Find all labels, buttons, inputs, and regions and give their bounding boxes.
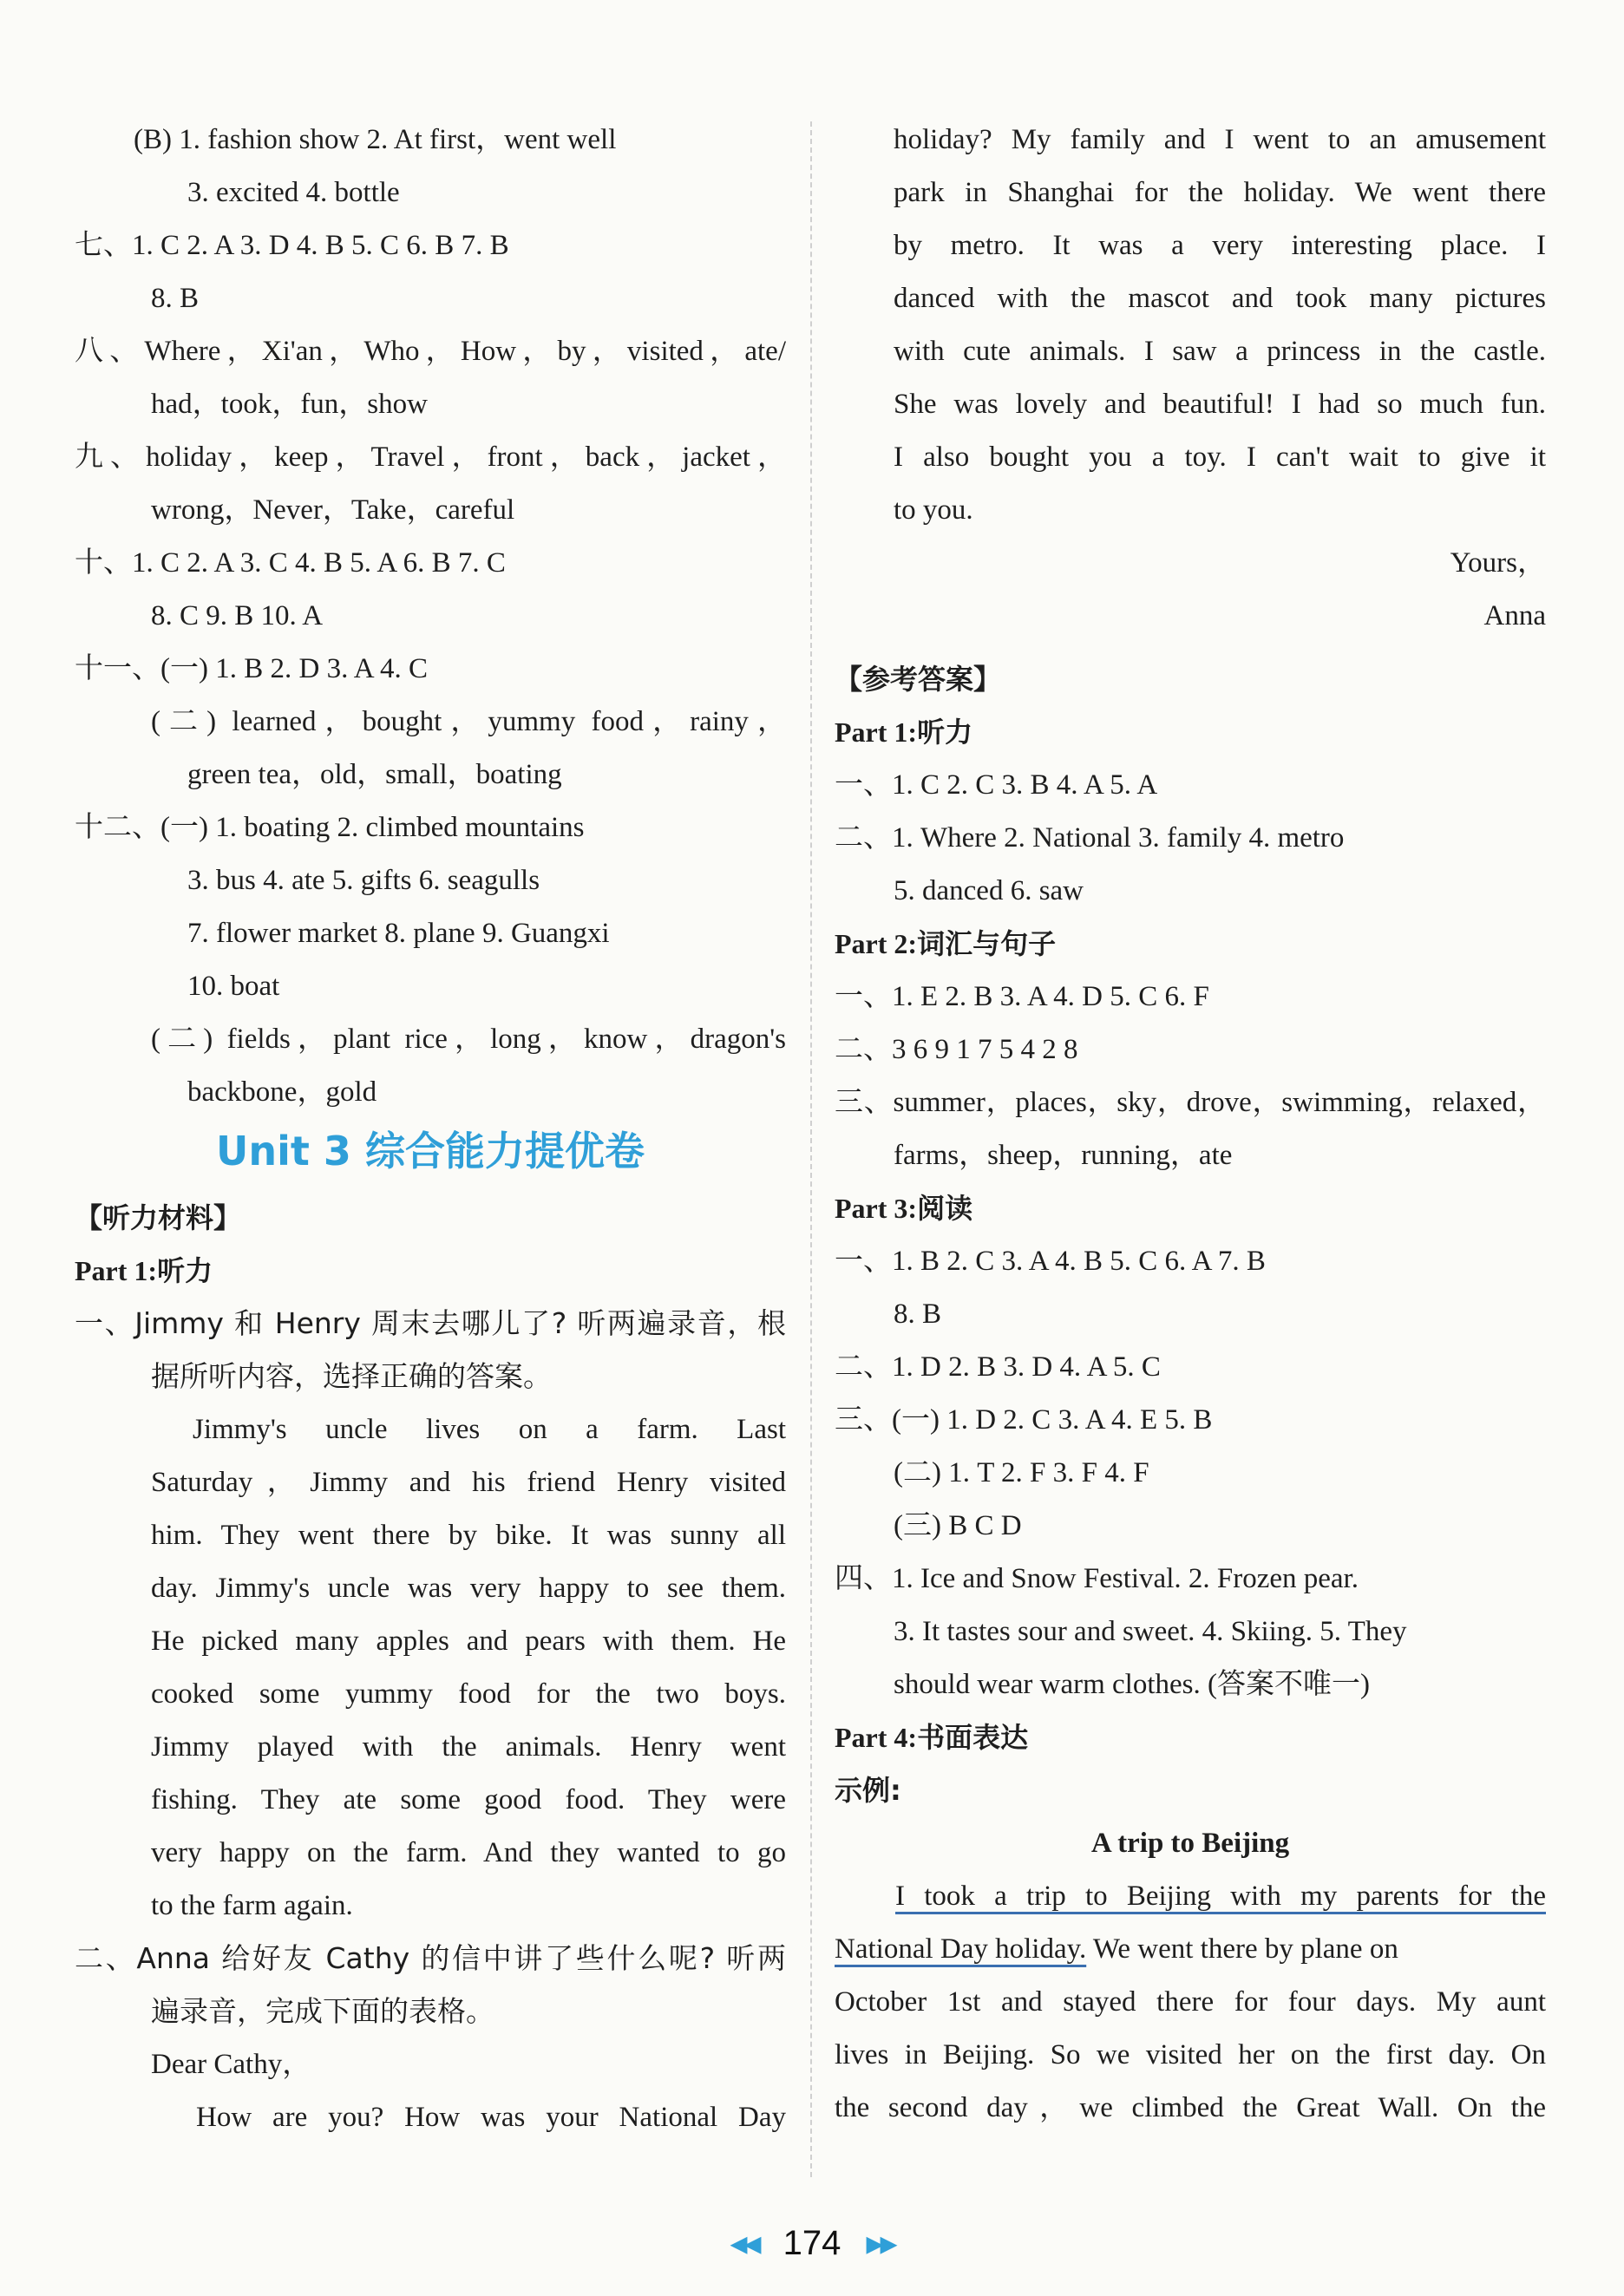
essay-line: October 1st and stayed there for four days. My aunt xyxy=(835,1986,1546,2018)
passage-line: cooked some yummy food for the two boys. xyxy=(151,1678,786,1710)
passage-line: Jimmy played with the animals. Henry went xyxy=(151,1731,786,1763)
essay-underlined-text: I took a trip to Beijing with my parents for the xyxy=(895,1881,1546,1912)
answer-line: 十一、(一) 1. B 2. D 3. A 4. C xyxy=(75,653,429,684)
passage-line: Jimmy's uncle lives on a farm. Last xyxy=(193,1414,786,1445)
answer-line: backbone，gold xyxy=(187,1076,377,1108)
passage-line: him. They went there by bike. It was sunny all xyxy=(151,1520,786,1551)
letter-line: I also bought you a toy. I can't wait to give it xyxy=(894,442,1546,473)
answer-line: 十二、(一) 1. boating 2. climbed mountains xyxy=(75,812,585,843)
essay-title: A trip to Beijing xyxy=(1090,1828,1290,1859)
answer-line: 5. danced 6. saw xyxy=(894,875,1084,906)
answer-line: farms，sheep，running，ate xyxy=(894,1140,1233,1171)
letter-line: with cute animals. I saw a princess in the castle. xyxy=(894,336,1546,367)
answer-line: 二、1. Where 2. National 3. family 4. metro xyxy=(835,822,1345,854)
answers-header: 【参考答案】 xyxy=(835,663,1002,696)
answer-line: green tea，old，small，boating xyxy=(187,759,562,790)
letter-closing: Yours， xyxy=(1450,547,1546,579)
passage-line: He picked many apples and pears with them. He xyxy=(151,1626,786,1657)
answer-line: (二) 1. T 2. F 3. F 4. F xyxy=(894,1457,1149,1488)
answer-line: 九、holiday，keep，Travel，front，back，jacket， xyxy=(75,442,786,473)
question-prompt: 一、Jimmy 和 Henry 周末去哪儿了? 听两遍录音，根 xyxy=(75,1306,786,1340)
letter-line: danced with the mascot and took many pictures xyxy=(894,283,1546,314)
next-arrows-icon: ▶▶ xyxy=(866,2230,894,2257)
column-divider xyxy=(810,121,812,2177)
letter-line: She was lovely and beautiful! I had so much fun. xyxy=(894,389,1546,420)
passage-line: day. Jimmy's uncle was very happy to see them. xyxy=(151,1573,786,1604)
answer-line: (三) B C D xyxy=(894,1510,1022,1541)
answer-line: 一、1. E 2. B 3. A 4. D 5. C 6. F xyxy=(835,981,1209,1012)
part-label: Part 1:听力 xyxy=(75,1255,213,1286)
answer-line: 二、1. D 2. B 3. D 4. A 5. C xyxy=(835,1351,1161,1383)
answer-line: 七、1. C 2. A 3. D 4. B 5. C 6. B 7. B xyxy=(75,230,509,261)
answer-line: (B) 1. fashion show 2. At first，went well xyxy=(134,124,617,155)
answer-line: wrong，Never，Take，careful xyxy=(151,494,515,526)
answer-line: 3. It tastes sour and sweet. 4. Skiing. 5. They xyxy=(894,1616,1407,1647)
letter-line: holiday? My family and I went to an amusement xyxy=(894,124,1546,155)
answer-line: 7. flower market 8. plane 9. Guangxi xyxy=(187,918,610,949)
essay-line: lives in Beijing. So we visited her on the first day. On xyxy=(835,2039,1546,2070)
letter-line: How are you? How was your National Day xyxy=(196,2102,786,2133)
answer-line: 二、3 6 9 1 7 5 4 2 8 xyxy=(835,1034,1078,1065)
answer-line: 10. boat xyxy=(187,971,280,1002)
question-prompt: 二、Anna 给好友 Cathy 的信中讲了些什么呢? 听两 xyxy=(75,1941,786,1975)
passage-line: Saturday，Jimmy and his friend Henry visited xyxy=(151,1467,786,1498)
listening-header: 【听力材料】 xyxy=(75,1201,242,1234)
essay-line xyxy=(895,1869,1546,1923)
answer-line: 四、1. Ice and Snow Festival. 2. Frozen pear. xyxy=(835,1563,1359,1594)
letter-signature: Anna xyxy=(1483,600,1546,631)
passage-line: to the farm again. xyxy=(151,1890,353,1921)
answer-line: 8. B xyxy=(894,1298,942,1330)
question-prompt: 据所听内容，选择正确的答案。 xyxy=(151,1359,552,1393)
letter-salutation: Dear Cathy， xyxy=(151,2049,311,2080)
essay-line xyxy=(835,1922,1546,1976)
answer-line: 三、(一) 1. D 2. C 3. A 4. E 5. B xyxy=(835,1404,1213,1436)
answer-line: 8. C 9. B 10. A xyxy=(151,600,324,631)
answer-line: 十、1. C 2. A 3. C 4. B 5. A 6. B 7. C xyxy=(75,547,506,579)
answer-line: had，took，fun，show xyxy=(151,389,428,420)
essay-underlined-text: National Day holiday. xyxy=(835,1933,1087,1965)
letter-line: to you. xyxy=(894,494,973,526)
page-number: 174 xyxy=(783,2224,841,2263)
essay-line: the second day，we climbed the Great Wall. On the xyxy=(835,2092,1546,2123)
unit-title: Unit 3 综合能力提优卷 xyxy=(216,1128,645,1174)
part-label: Part 4:书面表达 xyxy=(835,1722,1029,1753)
page-footer xyxy=(0,2217,1624,2266)
example-label: 示例: xyxy=(835,1774,901,1807)
answer-line: 三、summer，places，sky，drove，swimming，relaxed， xyxy=(835,1087,1546,1118)
letter-line: by metro. It was a very interesting place. I xyxy=(894,230,1546,261)
letter-line: park in Shanghai for the holiday. We went there xyxy=(894,177,1546,208)
answer-line: 3. bus 4. ate 5. gifts 6. seagulls xyxy=(187,865,540,896)
answer-line: 一、1. B 2. C 3. A 4. B 5. C 6. A 7. B xyxy=(835,1246,1266,1277)
part-label: Part 2:词汇与句子 xyxy=(835,928,1057,959)
answer-line: 一、1. C 2. C 3. B 4. A 5. A xyxy=(835,769,1158,801)
answer-line: (二) fields，plant rice，long，know，dragon's xyxy=(151,1024,786,1055)
question-prompt: 遍录音，完成下面的表格。 xyxy=(151,1994,494,2028)
answer-line: 八、Where，Xi'an，Who，How，by，visited，ate/ xyxy=(75,336,786,367)
answer-line: should wear warm clothes. (答案不唯一) xyxy=(894,1669,1370,1700)
part-label: Part 3:阅读 xyxy=(835,1193,973,1224)
prev-arrows-icon: ◀◀ xyxy=(730,2230,758,2257)
part-label: Part 1:听力 xyxy=(835,716,973,748)
passage-line: fishing. They ate some good food. They were xyxy=(151,1784,786,1815)
essay-text: We went there by plane on xyxy=(1086,1933,1398,1965)
answer-line: (二) learned，bought，yummy food，rainy， xyxy=(151,706,786,737)
passage-line: very happy on the farm. And they wanted to go xyxy=(151,1837,786,1868)
answer-line: 3. excited 4. bottle xyxy=(187,177,400,208)
answer-line: 8. B xyxy=(151,283,200,314)
